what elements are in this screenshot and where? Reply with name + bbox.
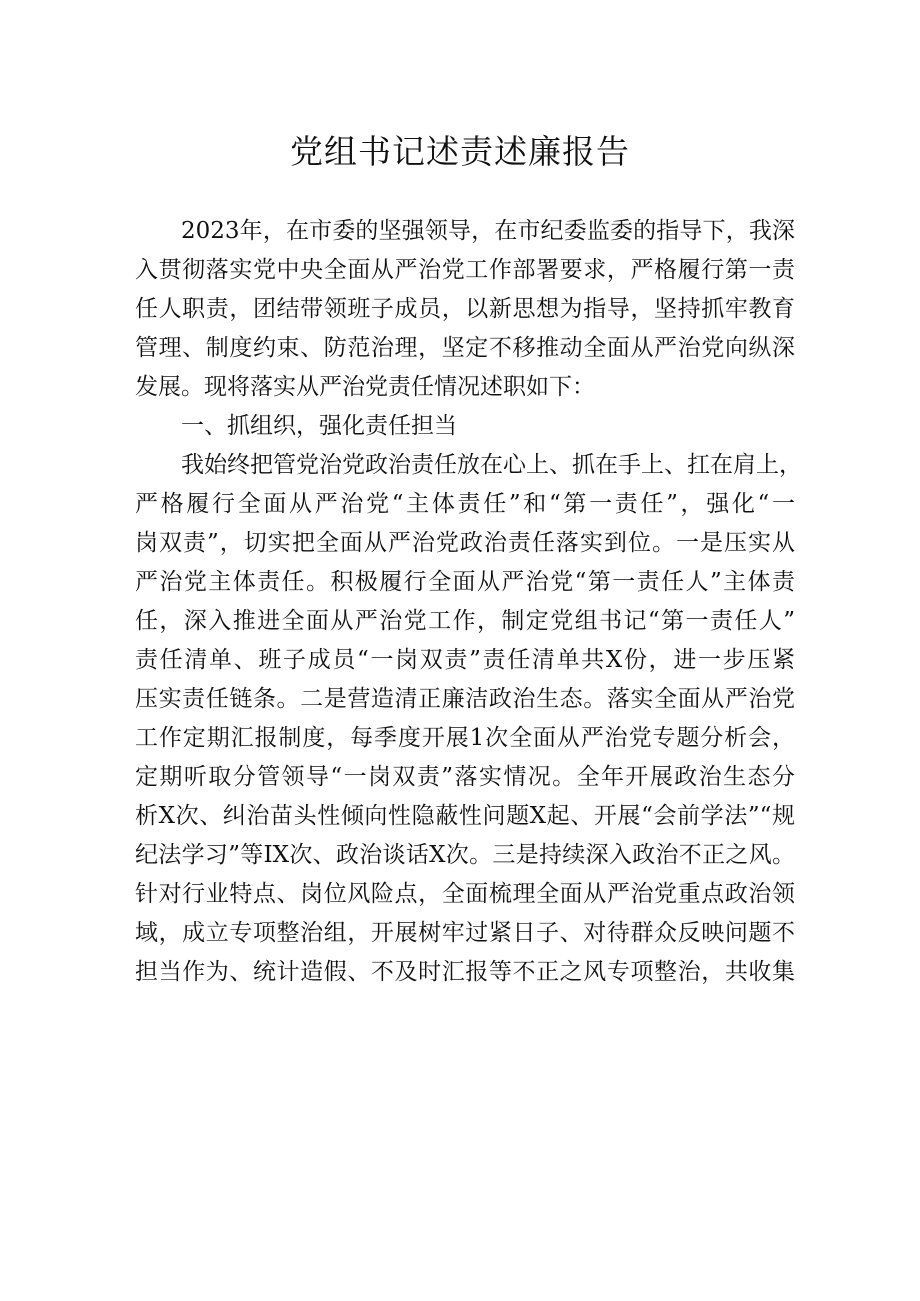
document-body (135, 212, 802, 992)
paragraph-line: 任，深入推进全面从严治党工作，制定党组书记“第一责任人” (135, 608, 795, 634)
paragraph-line: 担当作为、统计造假、不及时汇报等不正之风专项整治，共收集 (135, 959, 795, 985)
paragraph-line: 管理、制度约束、防范治理，坚定不移推动全面从严治党向纵深 (135, 335, 795, 361)
paragraph-line: 定期听取分管领导“一岗双责”落实情况。全年开展政治生态分 (135, 764, 795, 790)
paragraph-line: 析X次、纠治苗头性倾向性隐蔽性问题X起、开展“会前学法”“规 (135, 803, 795, 829)
paragraph-line: 工作定期汇报制度，每季度开展1次全面从严治党专题分析会， (135, 725, 795, 751)
paragraph-line: 任人职责，团结带领班子成员，以新思想为指导，坚持抓牢教育 (135, 296, 795, 322)
paragraph-line: 域，成立专项整治组，开展树牢过紧日子、对待群众反映问题不 (135, 920, 795, 946)
document-title: 党组书记述责述廉报告 (290, 132, 630, 171)
section-heading: 一、抓组织，强化责任担当 (181, 413, 457, 439)
paragraph-line: 纪法学习”等IX次、政治谈话X次。三是持续深入政治不正之风。 (135, 842, 795, 868)
paragraph-line: 我始终把管党治党政治责任放在心上、抓在手上、扛在肩上， (181, 452, 802, 478)
paragraph-line: 入贯彻落实党中央全面从严治党工作部署要求，严格履行第一责 (135, 257, 795, 283)
paragraph-line: 严格履行全面从严治党“主体责任”和“第一责任”，强化“一 (135, 491, 795, 517)
paragraph-line: 严治党主体责任。积极履行全面从严治党“第一责任人”主体责 (135, 569, 795, 595)
paragraph-line: 2023年，在市委的坚强领导，在市纪委监委的指导下，我深 (181, 218, 795, 244)
paragraph-line: 发展。现将落实从严治党责任情况述职如下： (135, 374, 595, 400)
paragraph-line: 责任清单、班子成员“一岗双责”责任清单共X份，进一步压紧 (135, 647, 795, 673)
paragraph-line: 岗双责”，切实把全面从严治党政治责任落实到位。一是压实从 (135, 530, 795, 556)
paragraph-line: 压实责任链条。二是营造清正廉洁政治生态。落实全面从严治党 (135, 686, 795, 712)
paragraph-line: 针对行业特点、岗位风险点，全面梳理全面从严治党重点政治领 (135, 881, 795, 907)
